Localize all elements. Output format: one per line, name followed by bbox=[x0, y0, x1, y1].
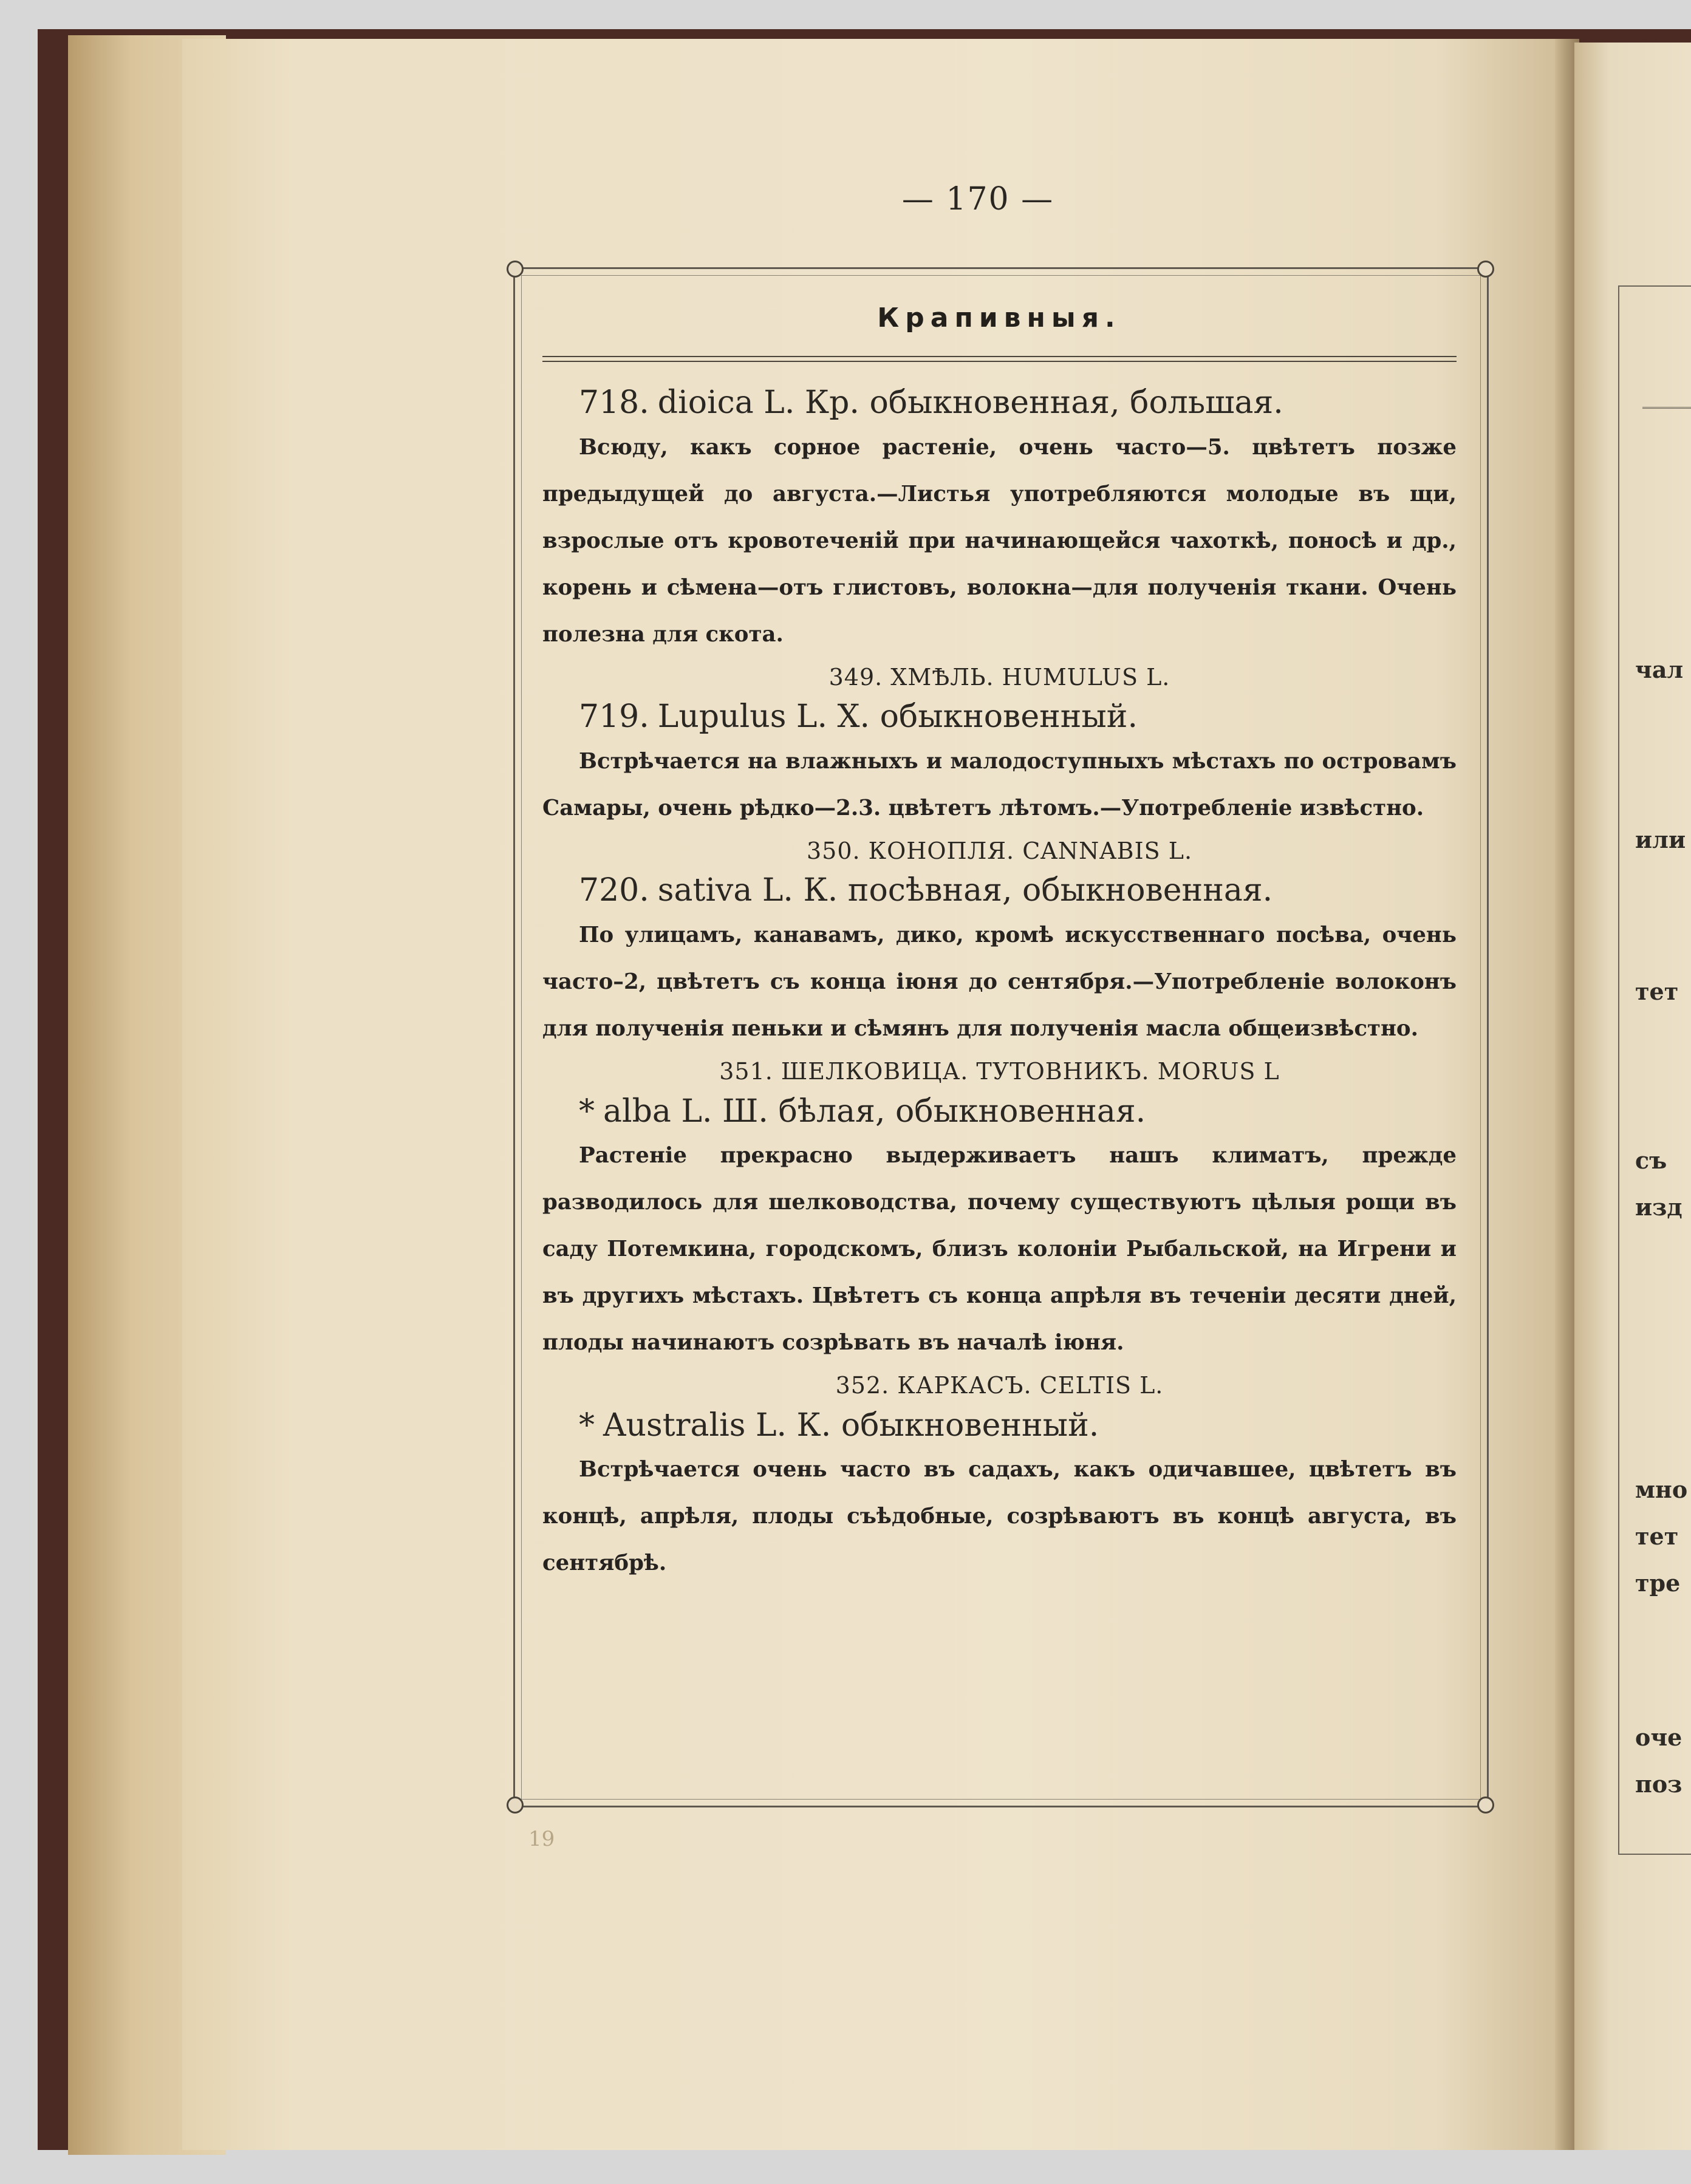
species-heading bbox=[579, 697, 1457, 738]
right-page-fragment: тет bbox=[1635, 1523, 1679, 1550]
section-title: Крапивныя. bbox=[877, 302, 1121, 333]
frame-corner-ornament bbox=[507, 1797, 524, 1814]
right-page-frame bbox=[1618, 285, 1691, 1855]
species-entry bbox=[542, 831, 1457, 1052]
frame-corner-ornament bbox=[507, 261, 524, 278]
title-double-rule bbox=[542, 356, 1457, 362]
species-description: Всюду, какъ сорное растеніе, очень часто—5. цвѣтетъ позже предыдущей до августа.—Листья употребляются молодые въ щи, взрослые отъ кровотеченій при начинающейся чахоткѣ, поносѣ и др., корень и сѣмена—отъ глистовъ, волокна—для полученія ткани. Очень полезна для скота. bbox=[542, 434, 1457, 647]
page-number: — 170 — bbox=[901, 181, 1054, 217]
species-entry bbox=[542, 383, 1457, 658]
species-description: Встрѣчается на влажныхъ и малодоступныхъ мѣстахъ по островамъ Самары, очень рѣдко—2.3. цвѣтетъ лѣтомъ.—Употребленіе извѣстно. bbox=[542, 748, 1457, 821]
printer-signature: 19 bbox=[528, 1827, 555, 1851]
frame-corner-ornament bbox=[1477, 261, 1494, 278]
right-page-fragment: тре bbox=[1635, 1569, 1681, 1597]
species-entry bbox=[542, 1366, 1457, 1586]
genus-heading: 350. КОНОПЛЯ. CANNABIS L. bbox=[806, 837, 1193, 864]
genus-heading: 349. ХМѢЛЬ. HUMULUS L. bbox=[828, 663, 1170, 691]
genus-heading: 351. ШЕЛКОВИЦА. ТУТОВНИКЪ. MORUS L bbox=[719, 1057, 1280, 1085]
species-name: Australis L. К. обыкновенный. bbox=[603, 1407, 1099, 1444]
species-entry bbox=[542, 658, 1457, 831]
right-page-fragment: мно bbox=[1635, 1476, 1688, 1503]
right-page bbox=[1574, 43, 1691, 2150]
right-page-fragment: съ bbox=[1635, 1147, 1667, 1174]
right-page-fragment: оче bbox=[1635, 1724, 1682, 1751]
right-page-fragment: чал bbox=[1635, 656, 1684, 683]
species-heading bbox=[579, 383, 1457, 424]
text-column bbox=[542, 383, 1457, 1586]
species-number: 720. bbox=[579, 872, 649, 909]
species-name: sativa L. К. посѣвная, обыкновенная. bbox=[657, 872, 1273, 909]
species-name: dioica L. Кр. обыкновенная, большая. bbox=[657, 384, 1283, 421]
species-description: Встрѣчается очень часто въ садахъ, какъ одичавшее, цвѣтетъ въ концѣ, апрѣля, плоды съѣдобные, созрѣваютъ въ концѣ августа, въ сентябрѣ. bbox=[542, 1457, 1457, 1576]
species-number: * bbox=[579, 1093, 595, 1130]
species-heading bbox=[579, 870, 1457, 912]
species-number: 718. bbox=[579, 384, 649, 421]
species-name: Lupulus L. X. обыкновенный. bbox=[657, 698, 1138, 735]
species-entry bbox=[542, 1052, 1457, 1366]
right-page-fragment: или bbox=[1635, 826, 1686, 853]
frame-corner-ornament bbox=[1477, 1797, 1494, 1814]
right-page-rule bbox=[1642, 407, 1691, 409]
species-number: * bbox=[579, 1407, 595, 1444]
species-description: По улицамъ, канавамъ, дико, кромѣ искусственнаго посѣва, очень часто–2, цвѣтетъ съ конца іюня до сентября.—Употребленіе волоконъ для полученія пеньки и сѣмянъ для полученія масла общеизвѣстно. bbox=[542, 922, 1457, 1041]
species-description: Растеніе прекрасно выдерживаетъ нашъ климатъ, прежде разводилось для шелководства, почему существуютъ цѣлыя рощи въ саду Потемкина, городскомъ, близъ колоніи Рыбальской, на Игрени и въ другихъ мѣстахъ. Цвѣтетъ съ конца апрѣля въ теченіи десяти дней, плоды начинаютъ созрѣвать въ началѣ іюня. bbox=[542, 1143, 1457, 1356]
genus-heading: 352. КАРКАСЪ. CELTIS L. bbox=[835, 1372, 1164, 1399]
species-name: alba L. Ш. бѣлая, обыкновенная. bbox=[603, 1093, 1146, 1130]
right-page-fragment: изд bbox=[1635, 1193, 1682, 1221]
species-heading bbox=[579, 1405, 1457, 1447]
right-page-fragment: поз bbox=[1635, 1770, 1682, 1798]
species-number: 719. bbox=[579, 698, 649, 735]
species-heading bbox=[579, 1091, 1457, 1133]
right-page-fragment: тет bbox=[1635, 978, 1679, 1005]
